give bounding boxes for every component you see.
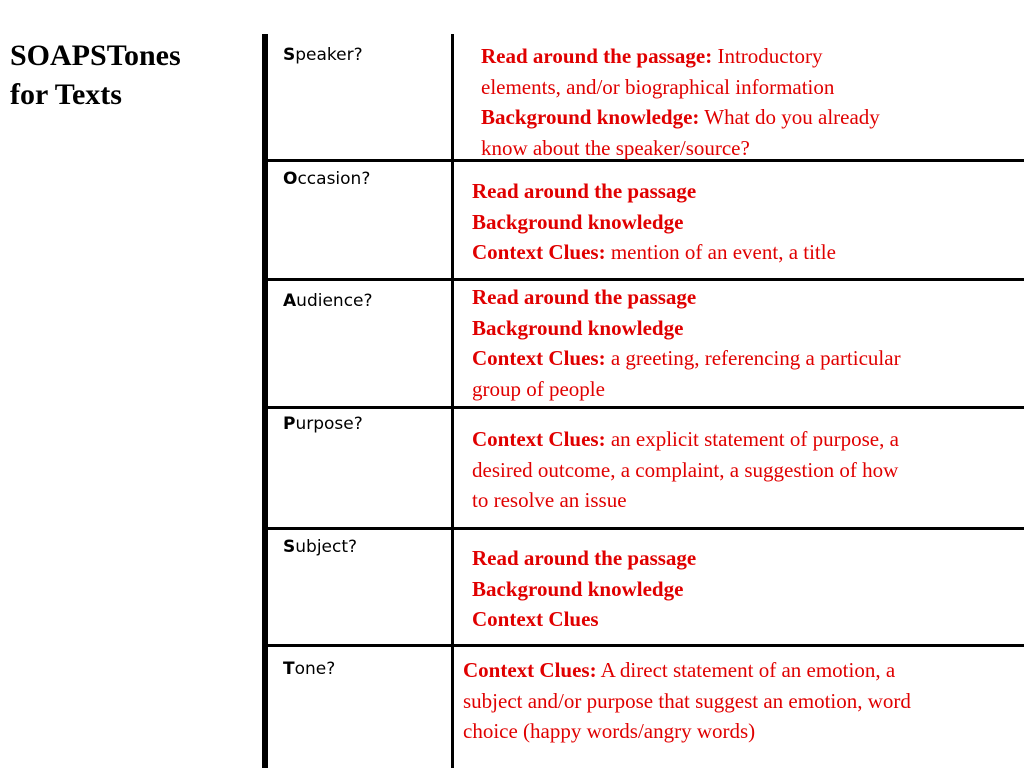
row-divider xyxy=(268,278,1024,281)
note-line: Context Clues: an explicit statement of purpose, a xyxy=(472,427,899,451)
note-line: Background knowledge xyxy=(472,209,684,234)
note-line: Read around the passage xyxy=(472,179,697,203)
row-label-tone: Tone? xyxy=(283,659,336,679)
speaker-notes xyxy=(481,41,880,163)
row-label-subject: Subject? xyxy=(283,537,358,557)
note-line: desired outcome, a complaint, a suggestion of how xyxy=(472,457,899,482)
note-line: Background knowledge xyxy=(472,576,684,601)
row-divider xyxy=(268,406,1024,409)
table-column-divider xyxy=(451,34,454,768)
note-line: Context Clues: mention of an event, a title xyxy=(472,240,836,264)
purpose-notes xyxy=(472,424,899,516)
note-line: Read around the passage: Introductory xyxy=(481,44,823,68)
note-line: Background knowledge xyxy=(472,315,684,340)
table-left-border xyxy=(262,34,268,768)
row-divider xyxy=(268,527,1024,530)
audience-notes xyxy=(472,282,901,404)
note-line: Context Clues xyxy=(472,607,599,631)
page-title xyxy=(10,36,181,114)
row-divider xyxy=(268,644,1024,647)
title-line-2: for Texts xyxy=(10,78,122,111)
row-label-audience: Audience? xyxy=(283,291,373,311)
note-line: Read around the passage xyxy=(472,546,697,570)
note-line: to resolve an issue xyxy=(472,488,627,512)
tone-notes xyxy=(463,655,911,747)
note-line: Read around the passage xyxy=(472,285,697,309)
note-line: Context Clues: A direct statement of an emotion, a xyxy=(463,658,896,682)
row-label-occasion: Occasion? xyxy=(283,169,371,189)
note-line: subject and/or purpose that suggest an emotion, word xyxy=(463,688,911,713)
note-line: choice (happy words/angry words) xyxy=(463,719,756,743)
note-line: elements, and/or biographical information xyxy=(481,74,835,99)
note-line: know about the speaker/source? xyxy=(481,135,750,160)
title-line-1: SOAPSTones xyxy=(10,39,181,72)
note-line: Background knowledge: What do you already xyxy=(481,105,880,129)
row-label-purpose: Purpose? xyxy=(283,414,363,434)
occasion-notes xyxy=(472,176,836,268)
subject-notes xyxy=(472,543,696,635)
note-line: group of people xyxy=(472,376,605,401)
row-label-speaker: Speaker? xyxy=(283,45,363,65)
note-line: Context Clues: a greeting, referencing a particular xyxy=(472,346,901,370)
